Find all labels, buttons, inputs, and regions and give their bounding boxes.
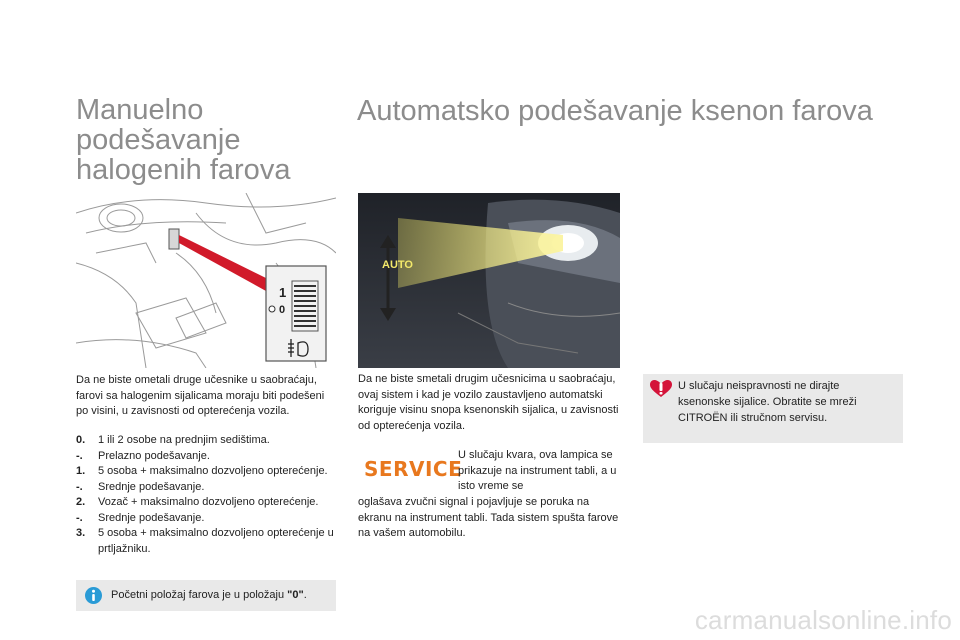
info-icon — [85, 587, 102, 604]
svg-text:0: 0 — [279, 304, 286, 316]
auto-label: AUTO — [382, 259, 413, 271]
list-item: 2. Vozač + maksimalno dozvoljeno opterećenje. — [76, 496, 319, 508]
list-item: -. Prelazno podešavanje. — [76, 449, 210, 462]
list-item: 3. 5 osoba + maksimalno dozvoljeno opterećenje u prtljažniku. — [76, 527, 334, 555]
watermark: carmanualsonline.info — [694, 605, 952, 635]
service-text-second: oglašava zvučni signal i pojavljuje se poruka na ekranu na instrument tabli. Tada sistem spušta farove na vašem automobilu. — [358, 496, 619, 539]
left-intro-text: Da ne biste ometali druge učesnike u saobraćaju, farovi sa halogenim sijalicama moraju biti podešeni po visini, u zavisnosti od opterećenja vozila. — [76, 374, 325, 417]
right-intro-text: Da ne biste smetali drugim učesnicima u saobraćaju, ovaj sistem i kad je vozilo zaustavljeno automatski koriguje visinu snopa ksenonskih sijalica, u zavisnosti od opterećenja vozila. — [358, 373, 619, 432]
svg-text:1: 1 — [279, 285, 287, 300]
list-item: 1. 5 osoba + maksimalno dozvoljeno opterećenje. — [76, 465, 328, 477]
warning-icon — [650, 380, 672, 398]
list-item: 0. 1 ili 2 osobe na prednjim sedištima. — [76, 434, 270, 446]
warning-note — [643, 374, 903, 443]
right-title: Automatsko podešavanje ksenon farova — [357, 95, 873, 127]
list-item: -. Srednje podešavanje. — [76, 480, 205, 493]
service-warning-icon: SERVICE — [364, 457, 463, 481]
dashboard-illustration — [76, 193, 336, 368]
headlamp-illustration — [358, 193, 620, 368]
service-text-first: U slučaju kvara, ova lampica se prikazuje na instrument tabli, a u isto vreme se — [458, 449, 617, 492]
list-item: -. Srednje podešavanje. — [76, 511, 205, 524]
info-note-text: Početni položaj farova je u položaju "0". — [111, 589, 307, 601]
info-note — [76, 580, 336, 611]
left-title: Manuelno podešavanje halogenih farova — [76, 94, 291, 186]
load-position-list — [76, 433, 338, 557]
warning-note-text: U slučaju neispravnosti ne dirajte ksenonske sijalice. Obratite se mreži CITROËN ili stručnom servisu. — [678, 380, 857, 424]
